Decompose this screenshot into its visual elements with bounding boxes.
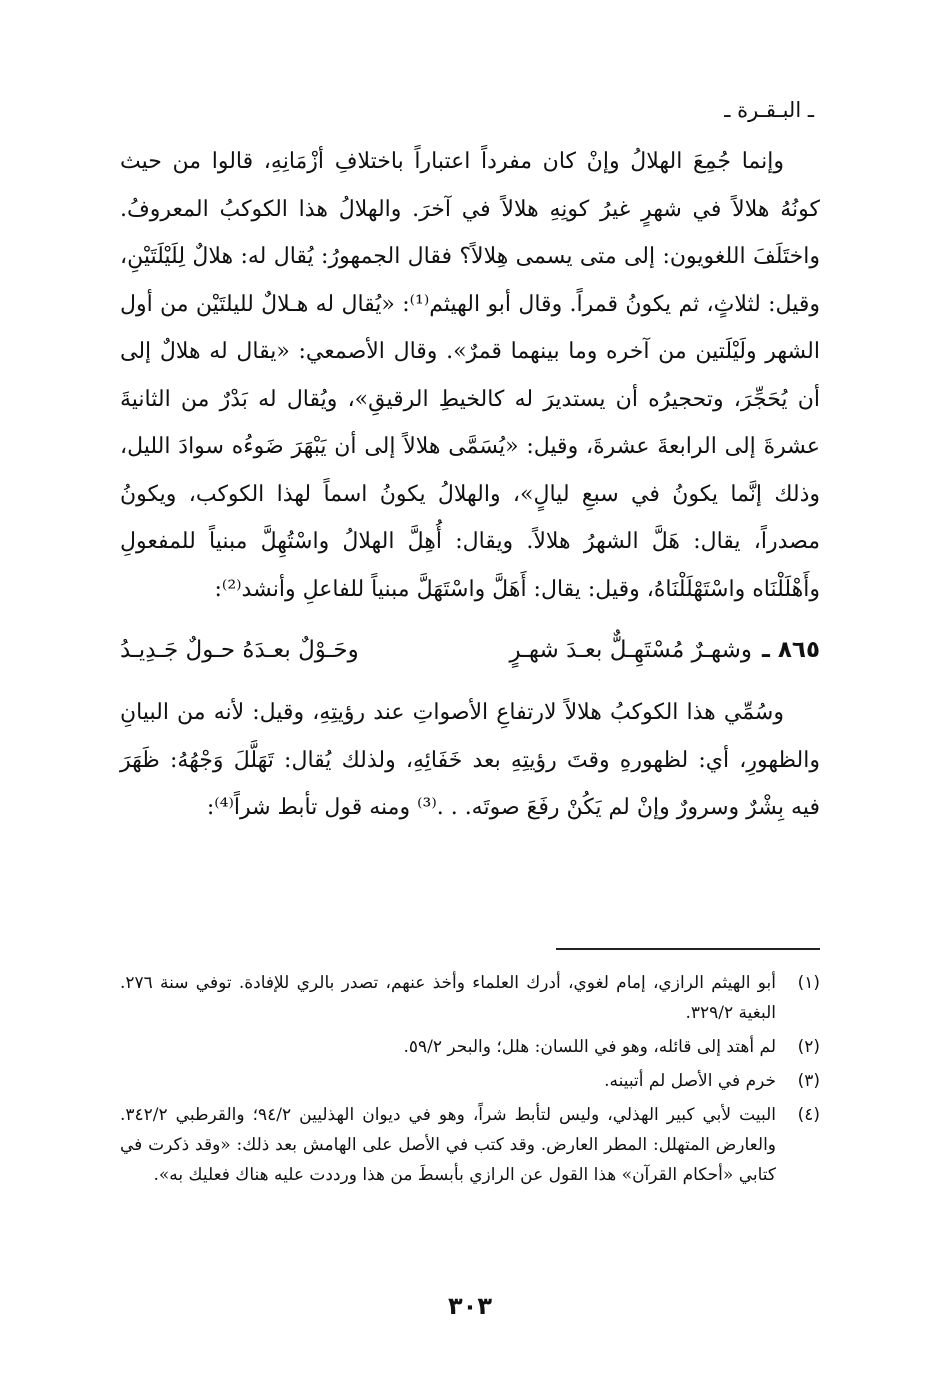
body-paragraph: وإنما جُمِعَ الهلالُ وإنْ كان مفرداً اعتباراً باختلافِ أزْمَانِهِ، قالوا من حيث كونُهُ هلالاً في شهرٍ غيرُ كونِهِ هلالاً في آخرَ. والهلالُ هذا الكوكبُ المعروفُ. واختَلَفَ اللغويون: إلى متى يسمى هِلالاً؟ فقال الجمهورُ: يُقال له: هلالٌ لِلَيْلَتَيْنِ، وقيل: لثلاثٍ، ثم يكونُ قمراً. وقال أبو الهيثم⁽¹⁾: «يُقال له هـلالٌ لليلتَيْن من أول الشهر ولَيْلَتين من آخره وما بينهما قمرٌ». وقال الأصمعي: «يقال له هلالٌ إلى أن يُحَجِّرَ، وتحجيرُه أن يستديرَ له كالخيطِ الرقيقِ»، ويُقال له بَدْرٌ من الثانيةَ عشرةَ إلى الرابعةَ عشرةَ، وقيل: «يُسَمَّى هلالاً إلى أن يَبْهَرَ ضَوءُه سوادَ الليل، وذلك إنَّما يكونُ في سبعِ ليالٍ»، والهلالُ يكونُ اسماً لهذا الكوكب، ويكونُ مصدراً، يقال: هَلَّ الشهرُ هلالاً. ويقال: أُهِلَّ الهلالُ واسْتُهِلَّ مبنياً للمفعولِ وأَهْلَلْنَاه واسْتَهْلَلْنَاهُ، وقيل: يقال: أَهَلَّ واسْتَهَلَّ مبنياً للفاعلِ وأنشد⁽²⁾: [120,149,820,602]
footnote-number: (١) [797,973,820,993]
footnote-number: (٣) [797,1071,820,1091]
footnote-separator-rule [556,948,820,950]
footnote-number: (٢) [797,1037,820,1057]
running-header: ـ البـقـرة ـ [724,98,814,122]
footnote-text: خرم في الأصل لم أتبينه. [604,1071,776,1091]
verse-second-hemistich: وحَـوْلٌ بعـدَهُ حـولٌ جَـدِيـدُ [120,637,359,663]
footnotes [120,968,820,1194]
body-paragraph-after-verse: وسُمِّي هذا الكوكبُ هلالاً لارتفاعِ الأصواتِ عند رؤيتِهِ، وقيل: لأنه من البيانِ والظهورِ، أي: لظهورهِ وقتَ رؤيتِهِ بعد خَفَائِهِ، ولذلك يُقال: تَهَلَّلَ وَجْهُهُ: ظَهَرَ فيه بِشْرٌ وسرورٌ وإنْ لم يَكُنْ رفَعَ صوتَه. . .⁽³⁾ ومنه قول تأبط شراً⁽⁴⁾: [120,700,820,820]
verse-first-hemistich: وشهـرٌ مُسْتَهِـلٌّ بعـدَ شهـرٍ [509,637,752,663]
footnote-text: لم أهتد إلى قائله، وهو في اللسان: هلل؛ والبحر ٥٩/٢. [403,1037,776,1057]
footnote [120,1066,820,1096]
footnote-text: البيت لأبي كبير الهذلي، وليس لتأبط شراً، وهو في ديوان الهذليين ٩٤/٢؛ والقرطبي ٣٤٢/٢. والعارض المتهلل: المطر العارض. وقد كتب في الأصل على الهامش بعد ذلك: «وقد ذكرت في كتابي «أحكام القرآن» هذا القول عن الرازي بأبسطَ من هذا ورددت عليه هناك فعليك به». [120,1105,776,1185]
verse-number: ٨٦٥ ـ [762,637,820,663]
footnote [120,1100,820,1190]
footnote [120,968,820,1028]
page-number: ٣٠٣ [448,1292,492,1320]
footnote [120,1032,820,1062]
main-text [120,138,820,832]
footnote-number: (٤) [797,1105,820,1125]
poetry-verse [120,619,820,681]
footnote-text: أبو الهيثم الرازي، إمام لغوي، أدرك العلماء وأخذ عنهم، تصدر بالري للإفادة. توفي سنة ٢٧٦. البغية ٣٢٩/٢. [120,973,776,1023]
